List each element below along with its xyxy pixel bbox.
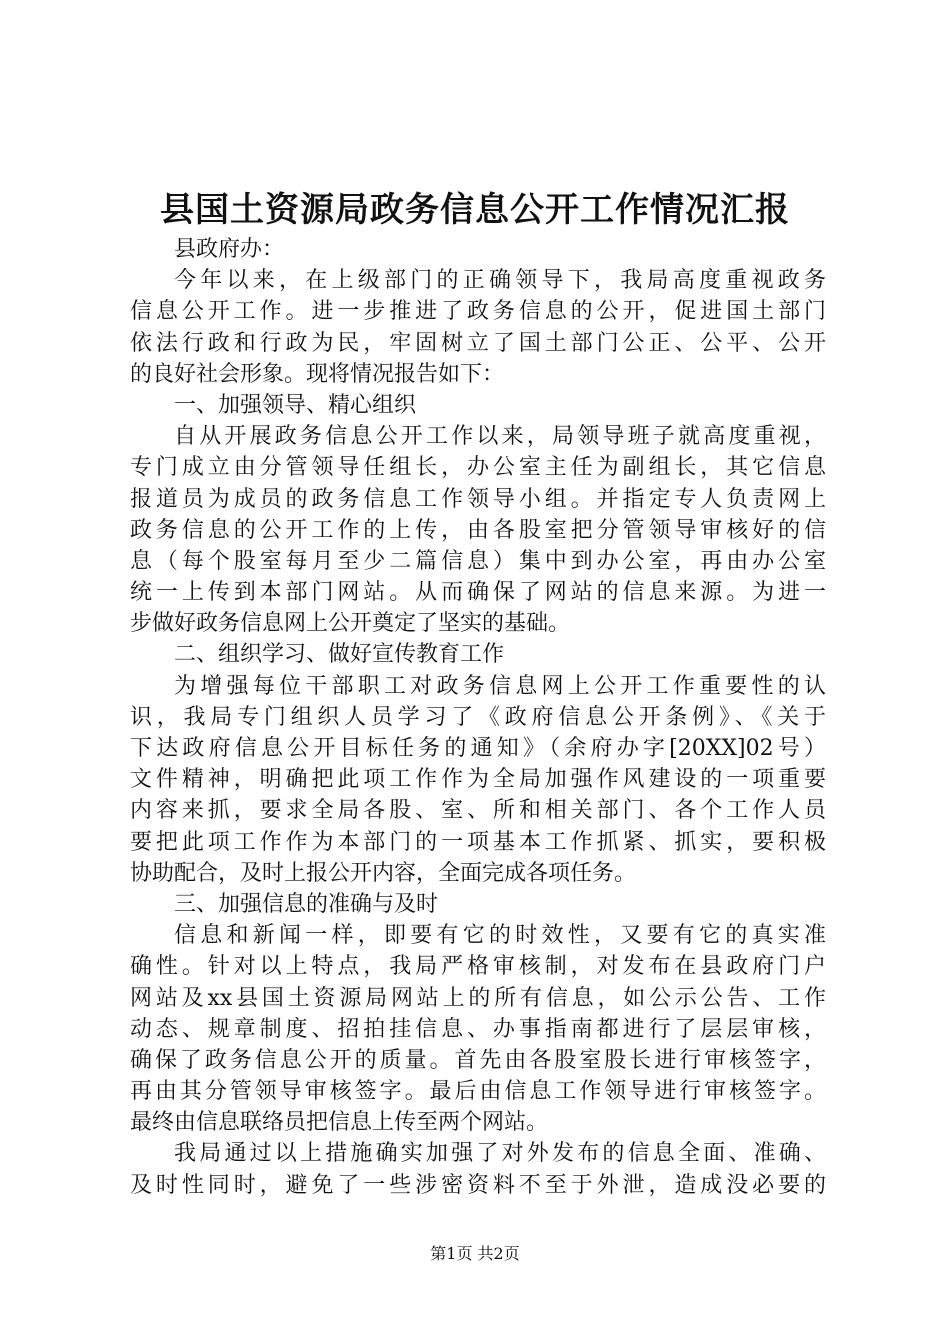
text-line: 自从开展政务信息公开工作以来，局领导班子就高度重视， — [174, 424, 826, 450]
document-body — [130, 234, 826, 1201]
text-line: 专门成立由分管领导任组长，办公室主任为副组长，其它信息 — [130, 455, 826, 481]
text-line: 二、组织学习、做好宣传教育工作 — [174, 642, 505, 668]
text-line: 三、加强信息的准确与及时 — [174, 891, 439, 917]
text-line: 要把此项工作作为本部门的一项基本工作抓紧、抓实，要积极 — [130, 829, 826, 855]
text-line: 依法行政和行政为民，牢固树立了国土部门公正、公平、公开 — [130, 330, 826, 356]
text-line: 我局通过以上措施确实加强了对外发布的信息全面、准确、 — [174, 1141, 826, 1167]
text-line: 再由其分管领导审核签字。最后由信息工作领导进行审核签字。 — [130, 1079, 826, 1105]
text-line: 报道员为成员的政务信息工作领导小组。并指定专人负责网上 — [130, 486, 826, 512]
text-line: 信息公开工作。进一步推进了政务信息的公开，促进国土部门 — [130, 299, 826, 325]
text-line: 今年以来，在上级部门的正确领导下，我局高度重视政务 — [174, 268, 826, 294]
text-line: 县政府办： — [174, 237, 285, 262]
text-line: 下达政府信息公开目标任务的通知》（余府办字[20XX]02号） — [130, 736, 826, 761]
page-footer: 第1页 共2页 — [430, 1244, 520, 1263]
text-line: 信息和新闻一样，即要有它的时效性，又要有它的真实准 — [174, 923, 826, 949]
text-line: 确性。针对以上特点，我局严格审核制，对发布在县政府门户 — [130, 954, 826, 980]
text-line: 为增强每位干部职工对政务信息网上公开工作重要性的认 — [174, 673, 826, 699]
document-title: 县国土资源局政务信息公开工作情况汇报 — [160, 190, 790, 230]
text-line: 息（每个股室每月至少二篇信息）集中到办公室，再由办公室 — [130, 548, 826, 574]
text-line: 识，我局专门组织人员学习了《政府信息公开条例》、《关于 — [130, 704, 826, 730]
text-line: 确保了政务信息公开的质量。首先由各股室股长进行审核签字， — [130, 1047, 826, 1073]
text-line: 网站及xx县国土资源局网站上的所有信息，如公示公告、工作 — [130, 985, 826, 1011]
text-line: 内容来抓，要求全局各股、室、所和相关部门、各个工作人员 — [130, 798, 826, 824]
text-line: 最终由信息联络员把信息上传至两个网站。 — [130, 1110, 549, 1136]
text-line: 动态、规章制度、招拍挂信息、办事指南都进行了层层审核， — [130, 1016, 826, 1042]
text-line: 政务信息的公开工作的上传，由各股室把分管领导审核好的信 — [130, 517, 826, 543]
text-line: 统一上传到本部门网站。从而确保了网站的信息来源。为进一 — [130, 580, 826, 606]
text-line: 步做好政务信息网上公开奠定了坚实的基础。 — [130, 611, 571, 637]
text-line: 及时性同时，避免了一些涉密资料不至于外泄，造成没必要的 — [130, 1172, 826, 1198]
text-line: 协助配合，及时上报公开内容，全面完成各项任务。 — [130, 860, 637, 886]
text-line: 一、加强领导、精心组织 — [174, 392, 417, 418]
text-line: 的良好社会形象。现将情况报告如下： — [130, 361, 505, 387]
text-line: 文件精神，明确把此项工作作为全局加强作风建设的一项重要 — [130, 767, 826, 793]
